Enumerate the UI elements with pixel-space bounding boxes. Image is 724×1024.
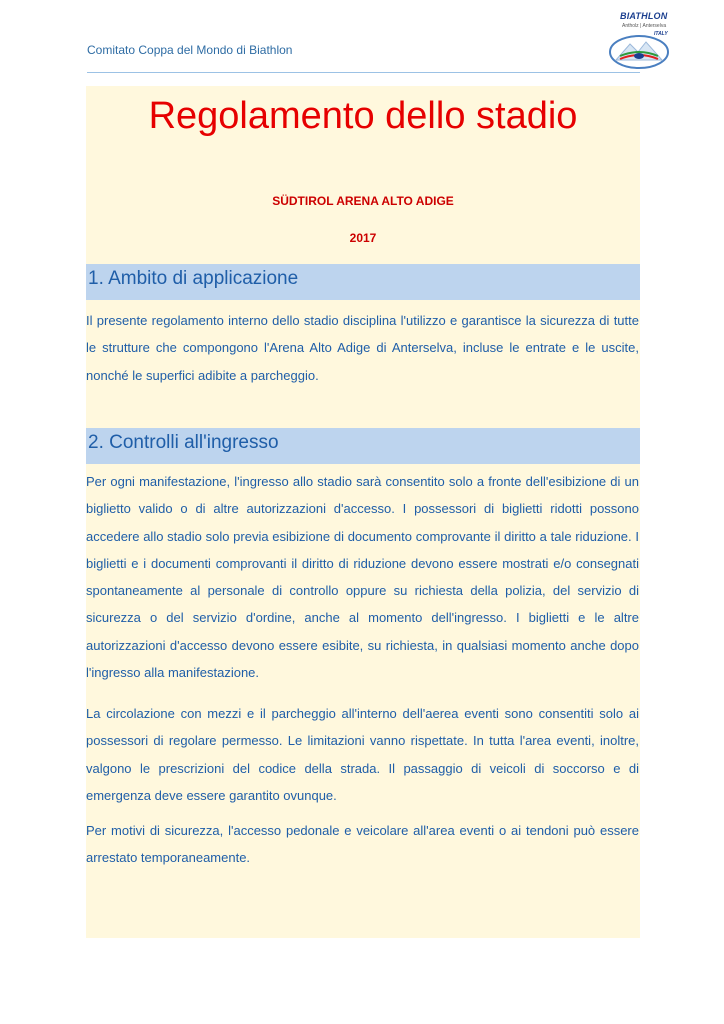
document-title: Regolamento dello stadio [148, 95, 578, 137]
section-paragraph: La circolazione con mezzi e il parcheggio all'interno dell'aerea eventi sono consentiti solo ai possessori di regolare permesso. Le limitazioni vanno rispettate. In tutta l'area eventi, inoltre, valgono le prescrizioni del codice della strada. Il passaggio di veicoli di soccorso e di emergenza deve essere garantito ovunque. [86, 706, 639, 803]
logo-title: BIATHLON [620, 11, 668, 21]
section-paragraph: Per ogni manifestazione, l'ingresso allo stadio sarà consentito solo a fronte dell'esibizione di un biglietto valido o di altre autorizzazioni d'accesso. I possessori di biglietti ridotti possono accedere allo stadio solo previa esibizione di documento comprovante il diritto a tale riduzione. I biglietti e i documenti comprovanti il diritto di riduzione devono essere mostrati e/o consegnati spontaneamente al personale di controllo oppure su richiesta della polizia, del servizio di sicurezza o del servizio d'ordine, anche al momento dell'ingresso. I biglietti e le altre autorizzazioni d'accesso devono essere esibite, su richiesta, in qualsiasi momento anche dopo l'ingresso alla manifestazione. [86, 474, 639, 681]
section-paragraph: Per motivi di sicurezza, l'accesso pedonale e veicolare all'area eventi o ai tendoni può essere arrestato temporaneamente. [86, 823, 639, 866]
section-heading: 2. Controlli all'ingresso [88, 432, 279, 453]
section-heading: 1. Ambito di applicazione [88, 268, 299, 289]
section-paragraph: Il presente regolamento interno dello stadio disciplina l'utilizzo e garantisce la sicurezza di tutte le strutture che compongono l'Arena Alto Adige di Anterselva, incluse le entrate e le uscite, nonché le superfici adibite a parcheggio. [86, 313, 639, 383]
section-heading-bar [86, 264, 640, 300]
logo-country: ITALY [654, 31, 668, 37]
document-year: 2017 [349, 231, 377, 245]
biathlon-logo [602, 6, 676, 72]
logo-subtitle: Antholz | Anterselva [622, 23, 667, 29]
header-divider [87, 72, 640, 73]
header-organization: Comitato Coppa del Mondo di Biathlon [87, 43, 293, 57]
mountain-emblem-icon [608, 34, 670, 70]
document-panel [86, 86, 640, 938]
venue-name: SÜDTIROL ARENA ALTO ADIGE [272, 194, 454, 208]
section-heading-bar [86, 428, 640, 464]
